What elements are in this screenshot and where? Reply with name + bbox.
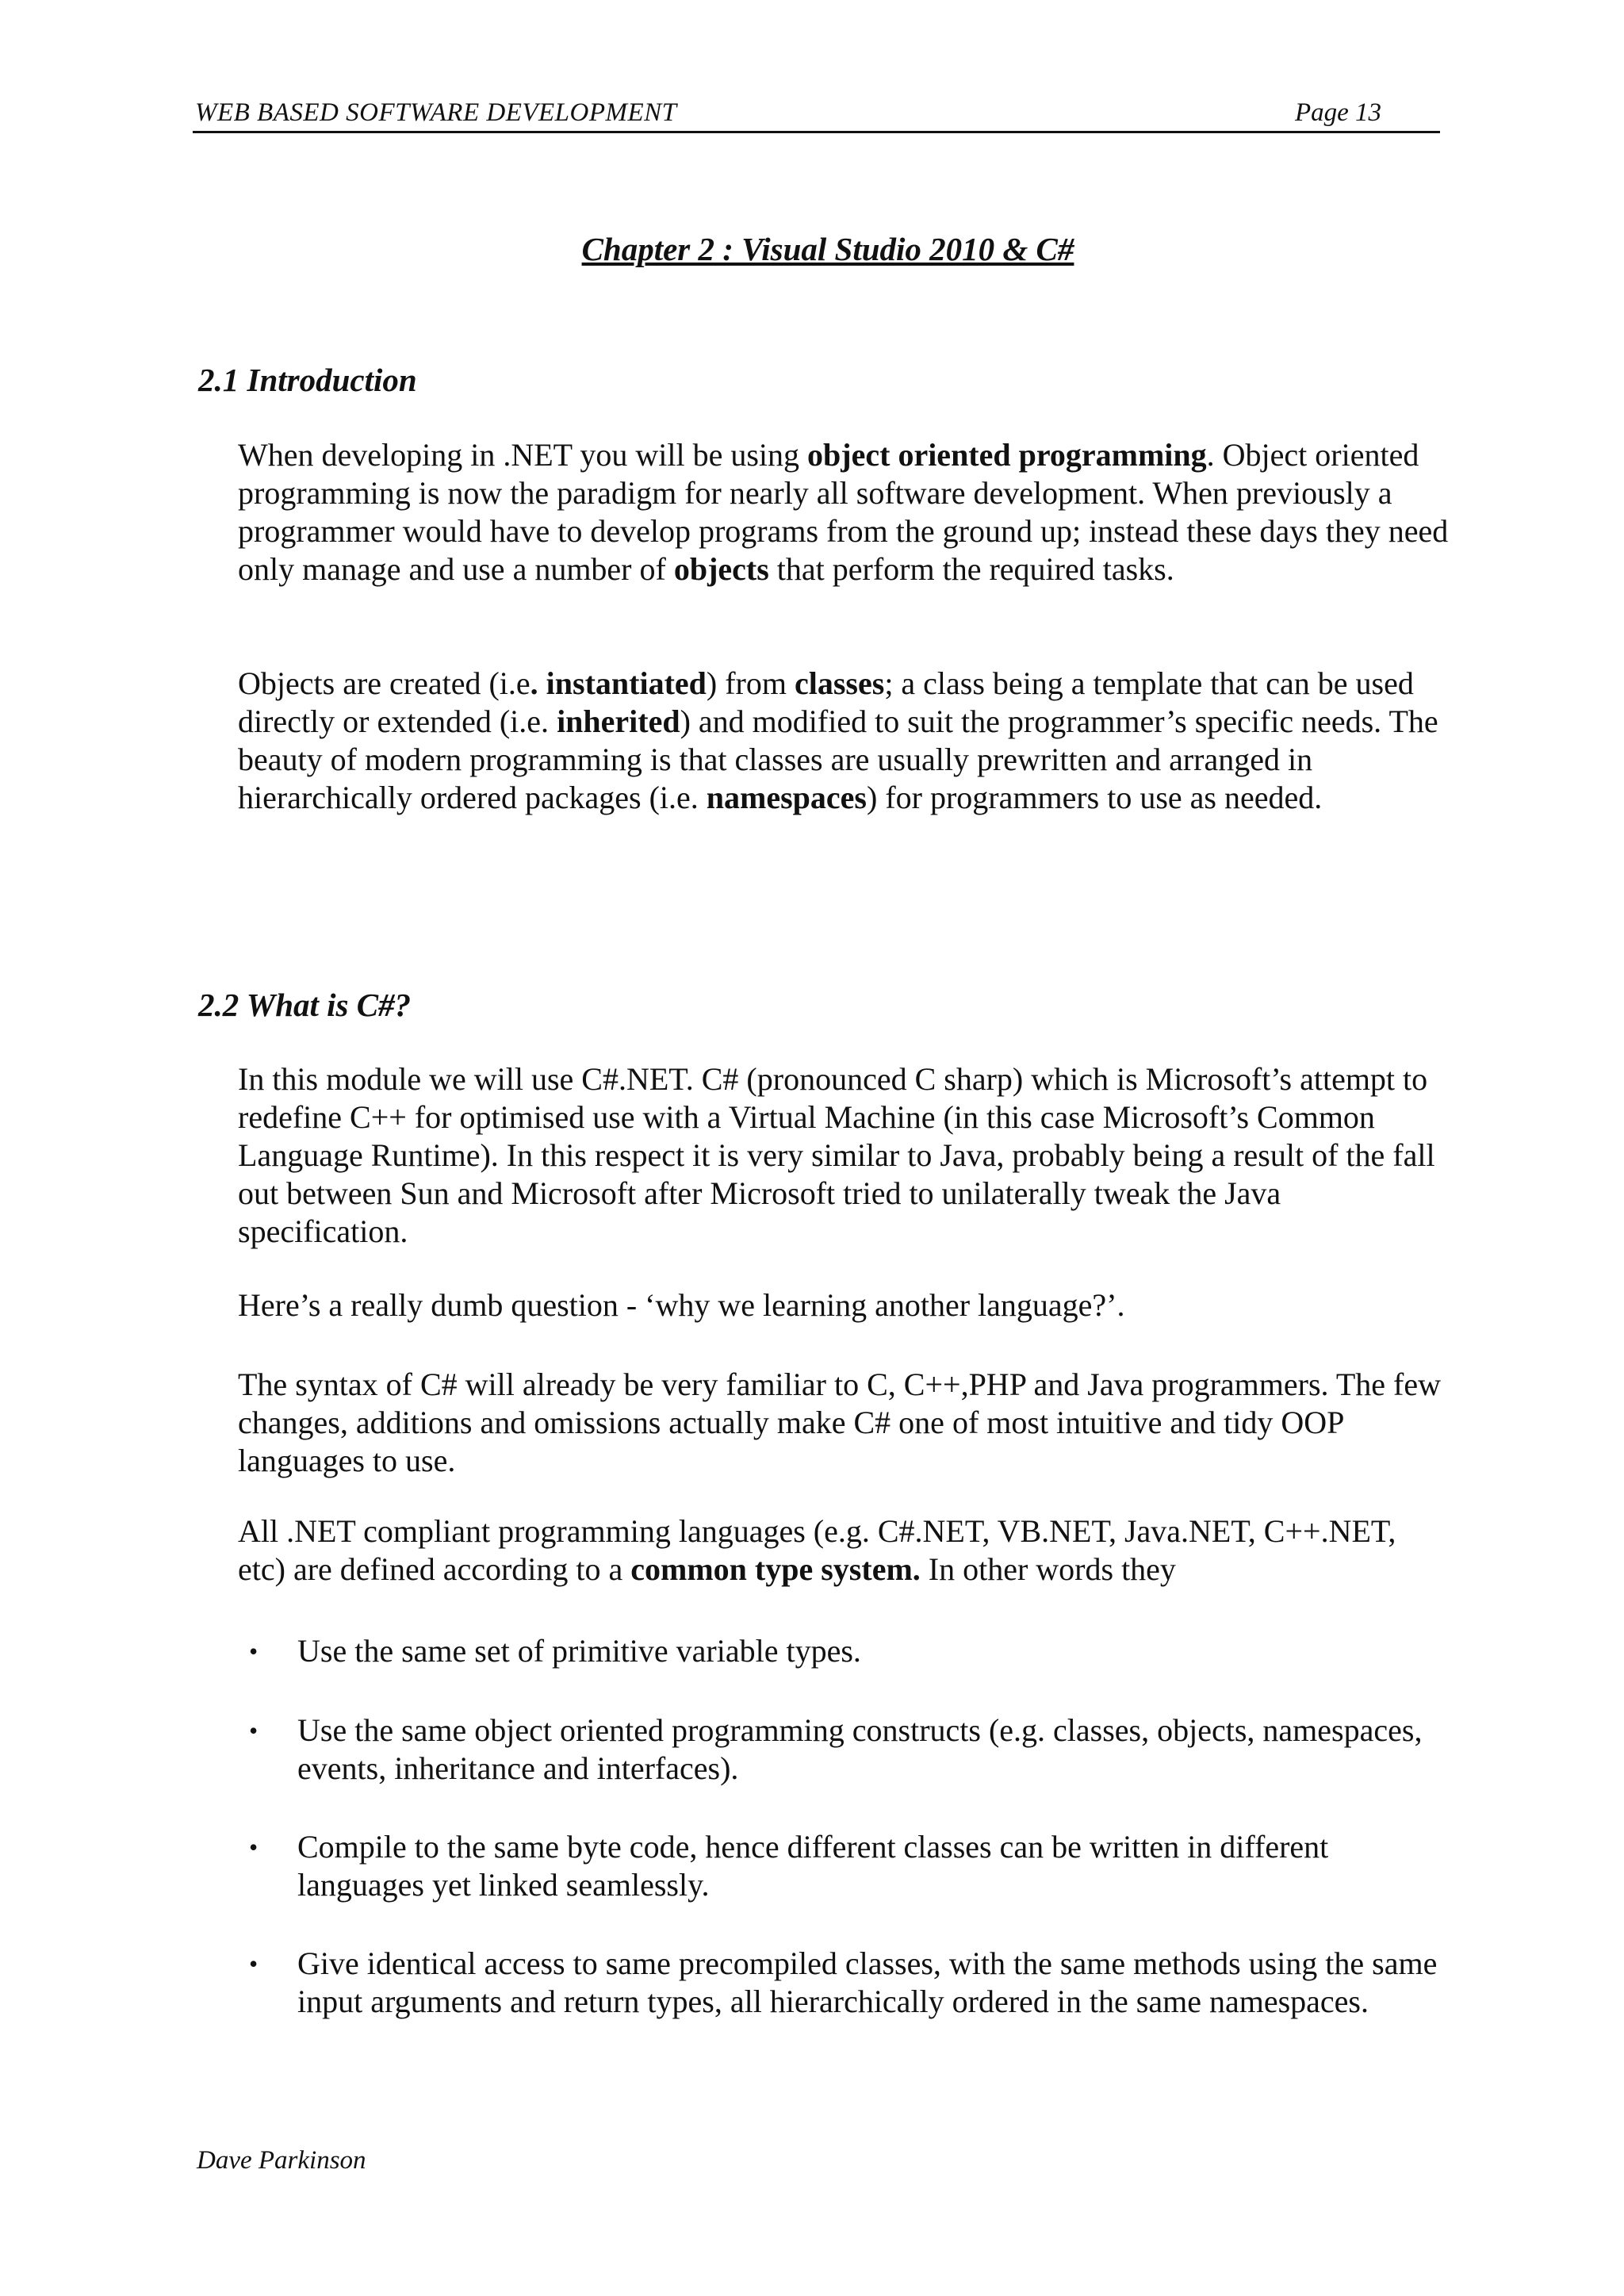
- bold-term: . instantiated: [530, 665, 707, 701]
- text-run: that perform the required tasks.: [768, 551, 1174, 587]
- list-item-text: Give identical access to same precompiled classes, with the same methods using the same input arguments and return types, all hierarchically ordered in the same namespaces.: [297, 1945, 1438, 2019]
- header-title: WEB BASED SOFTWARE DEVELOPMENT: [195, 98, 677, 127]
- text-run: ; a class being a template that can be used directly or extended (i.e.: [238, 665, 1414, 739]
- bold-term: classes: [794, 665, 885, 701]
- page-number: Page 13: [1295, 98, 1382, 127]
- list-item-text: Use the same set of primitive variable types.: [297, 1633, 861, 1669]
- text-run: In other words they: [920, 1551, 1176, 1587]
- bold-term: namespaces: [706, 780, 867, 815]
- list-item-text: Compile to the same byte code, hence different classes can be written in different languages yet linked seamlessly.: [297, 1829, 1329, 1903]
- chapter-title-text: Chapter 2 : Visual Studio 2010 & C#: [581, 231, 1074, 267]
- text-run: All .NET compliant programming languages (e.g. C#.NET, VB.NET, Java.NET, C++.NET, etc) are defined according to a: [238, 1513, 1396, 1587]
- csharp-paragraph-3: The syntax of C# will already be very familiar to C, C++,PHP and Java programmers. The few changes, additions and omissions actually make C# one of most intuitive and tidy OOP languages to use.: [238, 1366, 1441, 1478]
- text-run: ) and modified to suit the programmer’s specific needs. The beauty of modern programming is that classes are usually prewritten and arranged in hierarchically ordered packages (i.e.: [238, 703, 1438, 815]
- chapter-title: [0, 230, 1624, 268]
- csharp-paragraph-1: In this module we will use C#.NET. C# (pronounced C sharp) which is Microsoft’s attempt to redefine C++ for optimised use with a Virtual Machine (in this case Microsoft’s Common Language Runtime). In this respect it is very similar to Java, probably being a result of the fall out between Sun and Microsoft after Microsoft tried to unilaterally tweak the Java specification.: [238, 1061, 1435, 1249]
- bullet-icon: •: [249, 1949, 259, 1978]
- csharp-paragraph-4: [238, 1512, 1451, 1589]
- text-run: When developing in .NET you will be using: [238, 437, 808, 473]
- intro-paragraph-2: [238, 665, 1451, 817]
- bullet-icon: •: [249, 1833, 259, 1861]
- text-run: . Object oriented programming is now the paradigm for nearly all software development. When previously a programmer would have to develop programs from the ground up; instead these days they need only manage and use a number of: [238, 437, 1449, 587]
- csharp-paragraph-2: Here’s a really dumb question - ‘why we learning another language?’.: [238, 1287, 1125, 1323]
- section-heading-introduction: 2.1 Introduction: [198, 362, 417, 398]
- text-run: ) from: [706, 665, 795, 701]
- bold-term: inherited: [557, 703, 680, 739]
- bold-term: object oriented programming: [807, 437, 1207, 473]
- list-item-text: Use the same object oriented programming constructs (e.g. classes, objects, namespaces, events, inheritance and interfaces).: [297, 1712, 1423, 1786]
- intro-paragraph-1: [238, 436, 1451, 588]
- text-run: Objects are created (i.e: [238, 665, 530, 701]
- bold-term: objects: [673, 551, 769, 587]
- bold-term: common type system.: [630, 1551, 921, 1587]
- page-header: [193, 94, 1440, 133]
- text-run: ) for programmers to use as needed.: [867, 780, 1323, 815]
- bullet-icon: •: [249, 1716, 259, 1745]
- bullet-icon: •: [249, 1637, 259, 1665]
- section-heading-what-is-csharp: 2.2 What is C#?: [198, 987, 412, 1023]
- footer-author: Dave Parkinson: [197, 2146, 366, 2175]
